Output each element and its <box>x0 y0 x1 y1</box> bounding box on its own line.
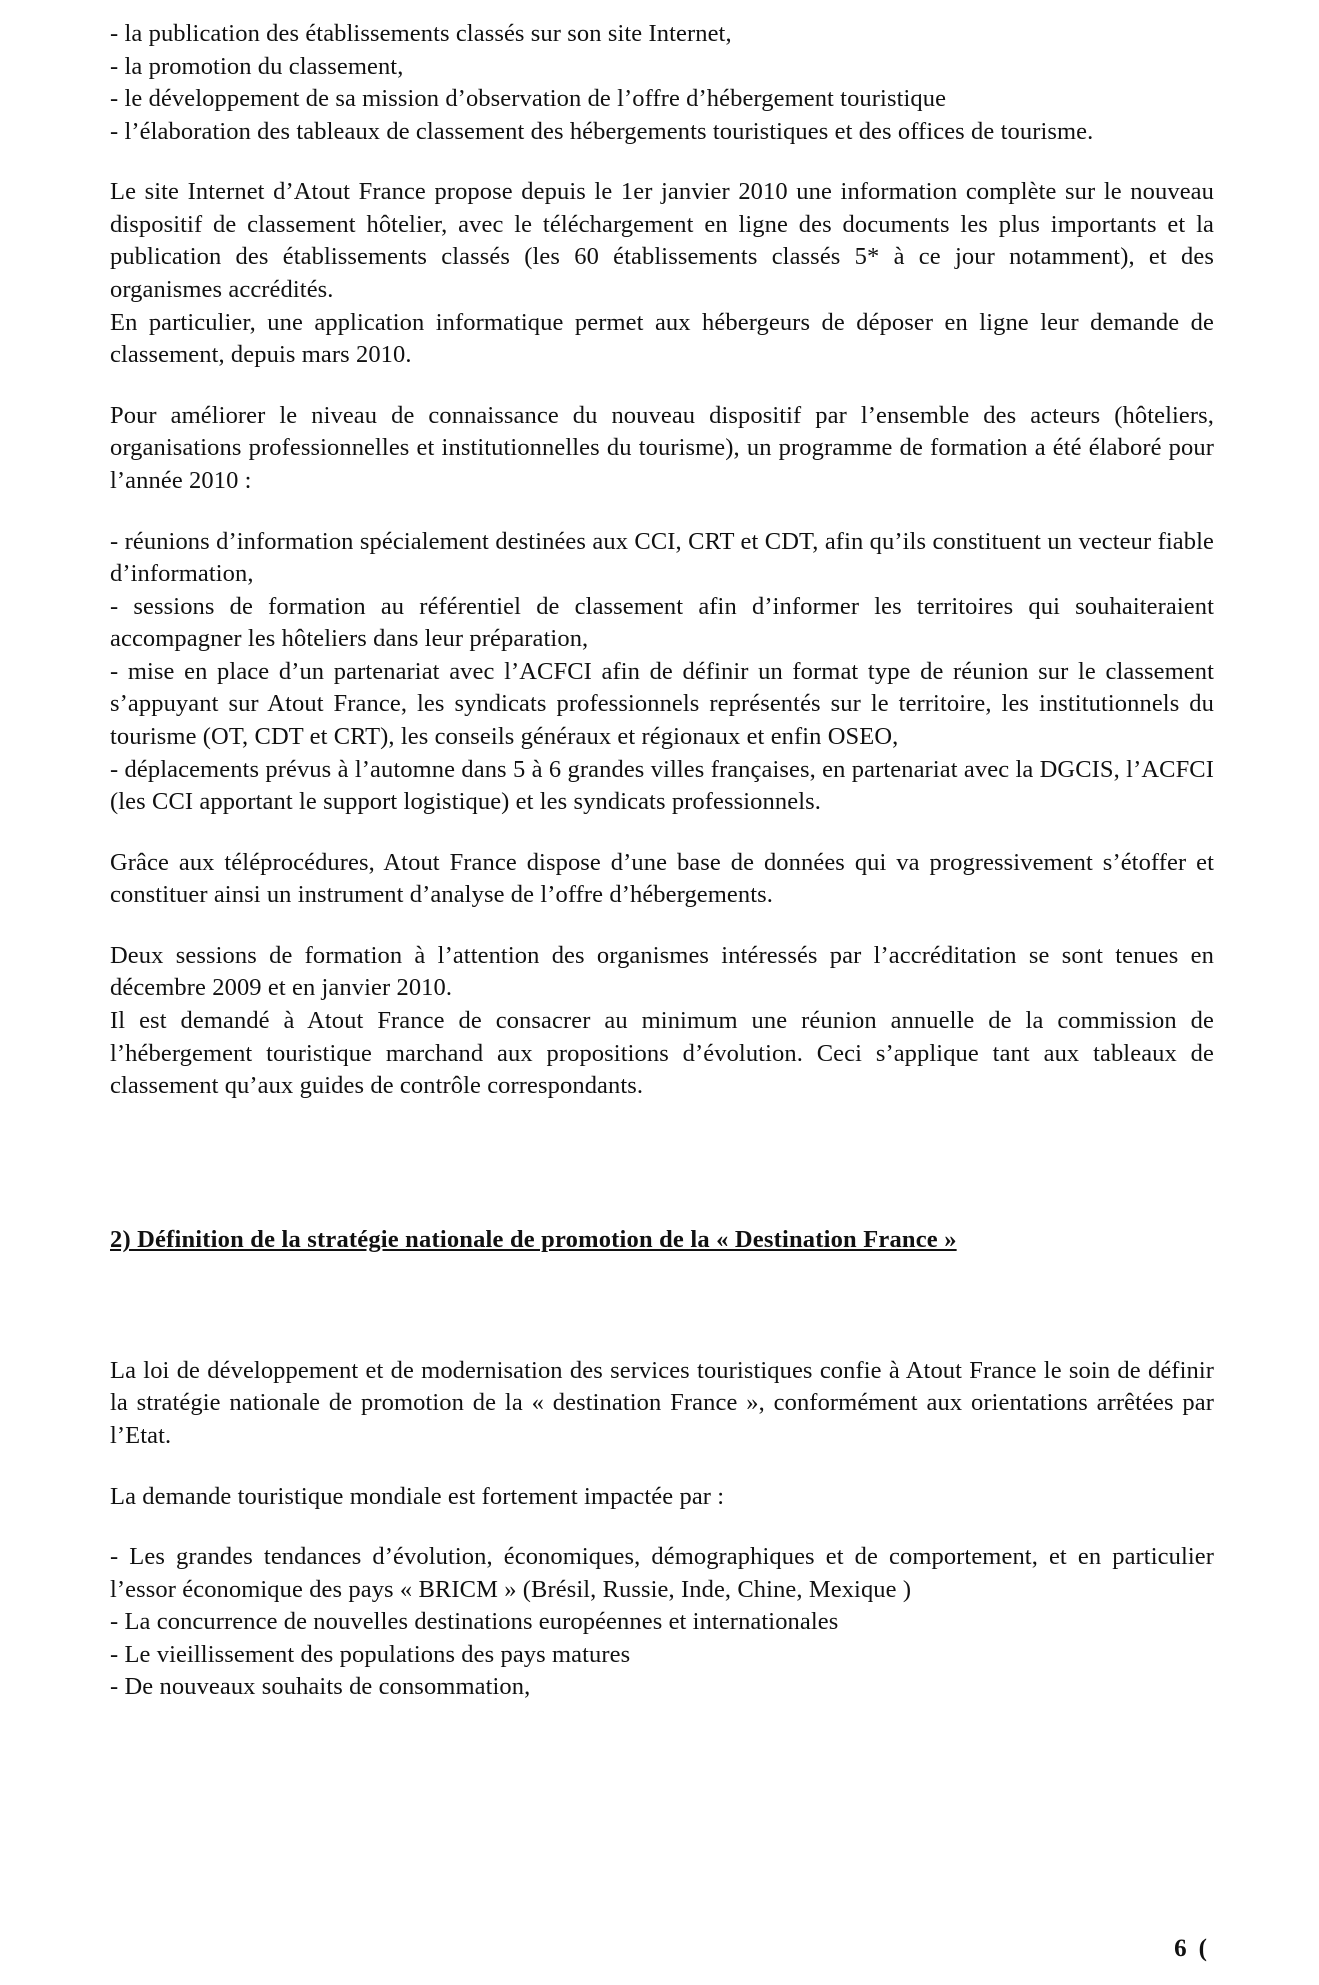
paragraph-loi: La loi de développement et de modernisation des services touristiques confie à Atout France le soin de définir la stratégie nationale de promotion de la « destination France », conformément aux orientations arrêtées par l’Etat. <box>110 1356 1214 1449</box>
demande-bullet-list <box>110 1541 1214 1704</box>
list-item: - mise en place d’un partenariat avec l’ACFCI afin de définir un format type de réunion sur le classement s’appuyant sur Atout France, les syndicats professionnels représentés sur le territoire, les institutionnels du tourisme (OT, CDT et CRT), les conseils généraux et régionaux et enfin OSEO, <box>110 657 1214 750</box>
list-item: - la publication des établissements classés sur son site Internet, <box>110 20 732 47</box>
paragraph-demande: La demande touristique mondiale est fortement impactée par : <box>110 1482 725 1510</box>
paragraph-atout-france: Le site Internet d’Atout France propose depuis le 1er janvier 2010 une information complète sur le nouveau dispositif de classement hôtelier, avec le téléchargement en ligne des documents les plus importants et la publication des établissements classés (les 60 établissements classés 5* à ce jour notamment), et des organismes accrédités. <box>110 178 1214 304</box>
list-item: - Les grandes tendances d’évolution, économiques, démographiques et de comportement, et en particulier l’essor économique des pays « BRICM » (Brésil, Russie, Inde, Chine, Mexique ) <box>110 1543 1214 1603</box>
list-item: - la promotion du classement, <box>110 52 404 80</box>
list-item: - le développement de sa mission d’observation de l’offre d’hébergement touristique <box>110 85 947 113</box>
list-item: - réunions d’information spécialement destinées aux CCI, CRT et CDT, afin qu’ils constituent un vecteur fiable d’information, <box>110 527 1214 588</box>
list-item: - déplacements prévus à l’automne dans 5 à 6 grandes villes françaises, en partenariat avec la DGCIS, l’ACFCI (les CCI apportant le support logistique) et les syndicats professionnels. <box>110 755 1214 816</box>
page-number-mark: ( <box>1198 1935 1207 1962</box>
list-item: - Le vieillissement des populations des pays matures <box>110 1640 631 1668</box>
paragraph-formation-intro: Pour améliorer le niveau de connaissance du nouveau dispositif par l’ensemble des acteurs (hôteliers, organisations professionnelles et institutionnelles du tourisme), un programme de formation a été élaboré pour l’année 2010 : <box>110 401 1214 494</box>
list-item: - De nouveaux souhaits de consommation, <box>110 1673 531 1701</box>
paragraph-commission: Il est demandé à Atout France de consacrer au minimum une réunion annuelle de la commission de l’hébergement touristique marchand aux propositions d’évolution. Ceci s’applique tant aux tableaux de classement qu’aux guides de contrôle correspondants. <box>110 1007 1214 1100</box>
formation-bullet-list <box>110 526 1214 819</box>
paragraph-sessions: Deux sessions de formation à l’attention des organismes intéressés par l’accréditation se sont tenues en décembre 2009 et en janvier 2010. <box>110 941 1214 1002</box>
section-heading: 2) Définition de la stratégie nationale de promotion de la « Destination France » <box>110 1226 957 1254</box>
list-item: - sessions de formation au référentiel de classement afin d’informer les territoires qui souhaiteraient accompagner les hôteliers dans leur préparation, <box>110 592 1214 653</box>
paragraph-application: En particulier, une application informatique permet aux hébergeurs de déposer en ligne leur demande de classement, depuis mars 2010. <box>110 308 1214 369</box>
page-number-value: 6 <box>1174 1935 1187 1962</box>
page-number <box>1174 1935 1207 1963</box>
top-bullet-list <box>110 18 1214 148</box>
list-item: - La concurrence de nouvelles destinations européennes et internationales <box>110 1608 839 1636</box>
paragraph-teleprocedures: Grâce aux téléprocédures, Atout France dispose d’une base de données qui va progressivement s’étoffer et constituer ainsi un instrument d’analyse de l’offre d’hébergements. <box>110 848 1214 909</box>
list-item: - l’élaboration des tableaux de classement des hébergements touristiques et des offices de tourisme. <box>110 117 1094 145</box>
